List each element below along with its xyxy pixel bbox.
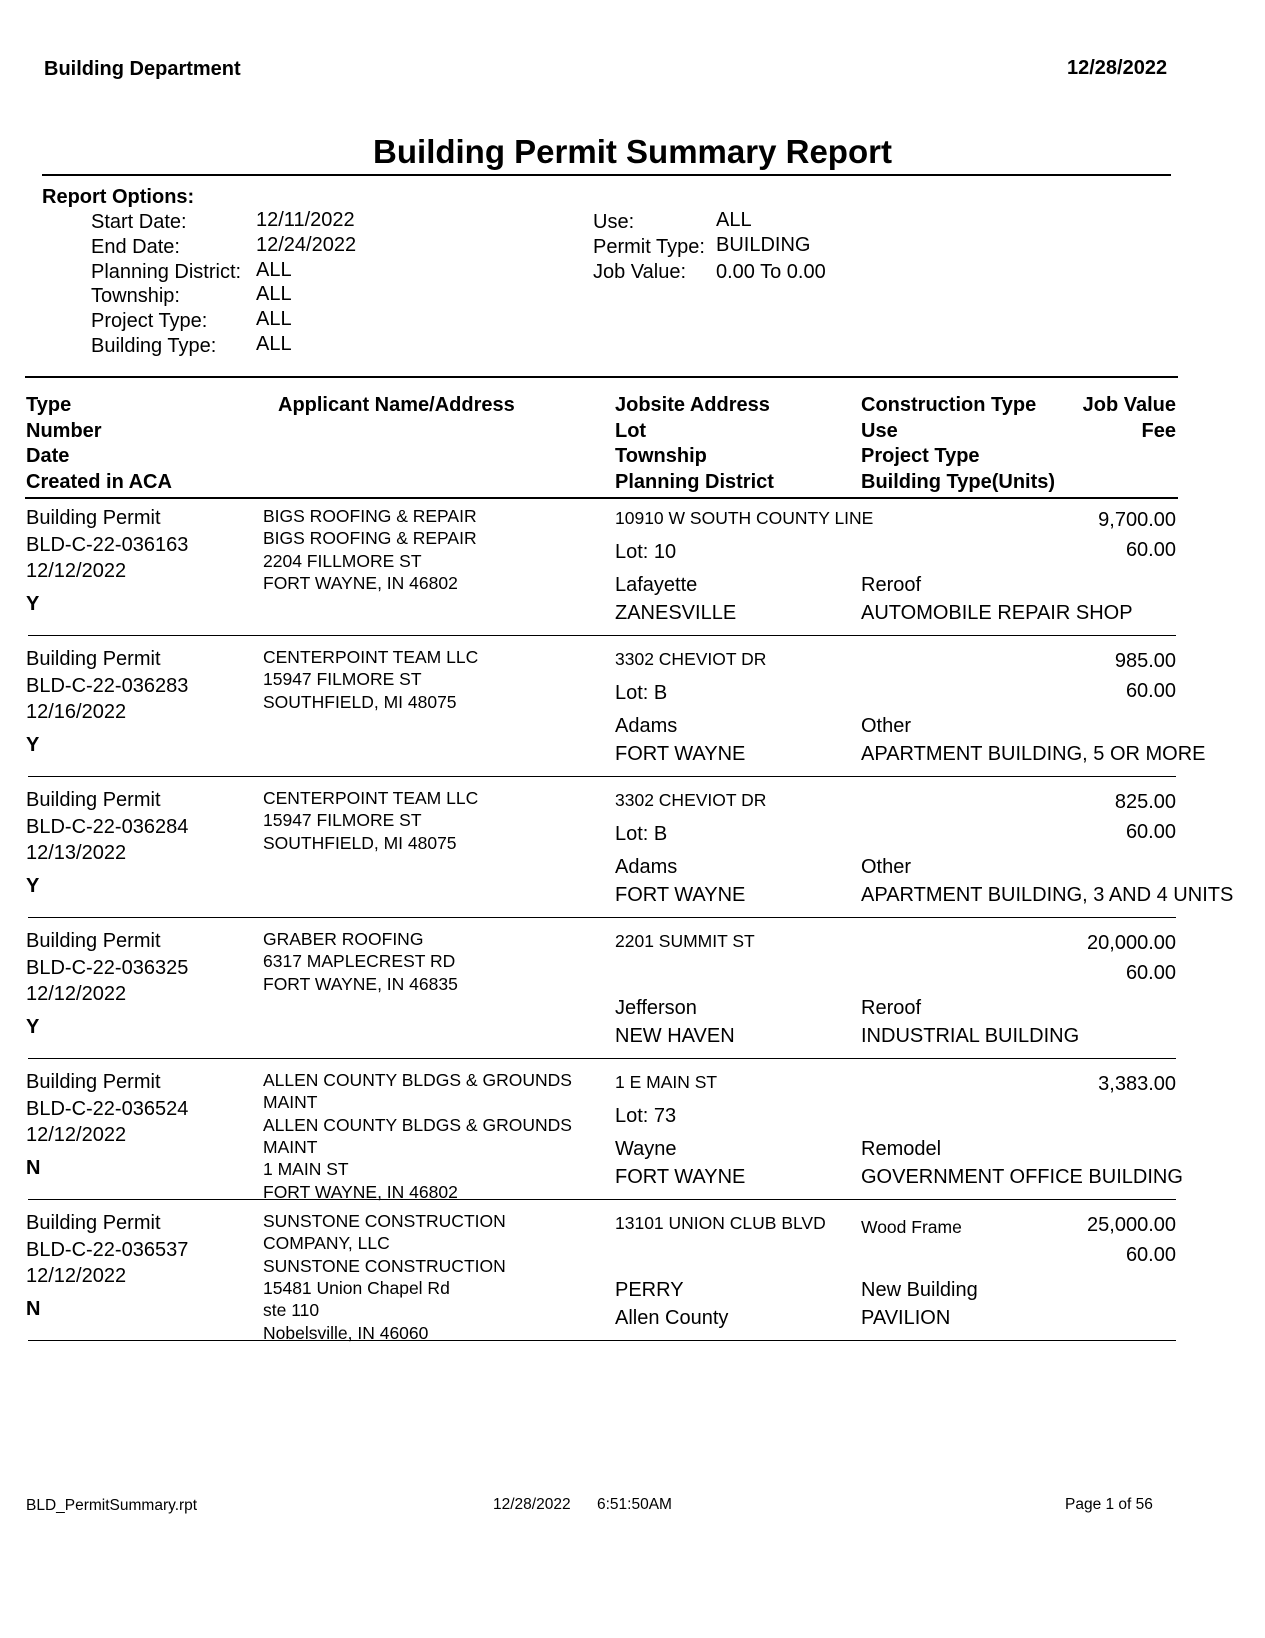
jobsite-address: 2201 SUMMIT ST bbox=[615, 931, 755, 951]
page-title: Building Permit Summary Report bbox=[373, 133, 892, 170]
footer-page-number: Page 1 of 56 bbox=[1065, 1496, 1153, 1513]
township-label: Township: bbox=[91, 285, 180, 307]
planning-district-value: ALL bbox=[256, 259, 292, 281]
permit-type: Building Permit bbox=[26, 930, 161, 952]
job-value: 985.00 bbox=[1114, 650, 1176, 672]
applicant-line: ste 110 bbox=[263, 1300, 320, 1321]
row-divider bbox=[28, 1058, 1176, 1059]
row-divider bbox=[28, 917, 1176, 918]
permit-type: Building Permit bbox=[26, 789, 161, 811]
jobsite-address: 3302 CHEVIOT DR bbox=[615, 790, 767, 810]
project-type: Other bbox=[861, 856, 912, 878]
township-value: ALL bbox=[256, 283, 292, 305]
project-type-value: ALL bbox=[256, 308, 292, 330]
lot: Lot: B bbox=[615, 823, 668, 845]
permit-type-label: Permit Type: bbox=[593, 236, 705, 258]
permit-date: 12/16/2022 bbox=[26, 701, 127, 723]
applicant-line: FORT WAYNE, IN 46802 bbox=[263, 572, 458, 593]
project-type: Other bbox=[861, 715, 912, 737]
start-date-value: 12/11/2022 bbox=[256, 209, 355, 231]
planning-district: FORT WAYNE bbox=[615, 1166, 746, 1188]
permit-type: Building Permit bbox=[26, 1071, 161, 1093]
jobsite-address: 3302 CHEVIOT DR bbox=[615, 649, 767, 669]
planning-district: FORT WAYNE bbox=[615, 884, 746, 906]
applicant-line: 6317 MAPLECREST RD bbox=[263, 951, 456, 972]
applicant-line: MAINT bbox=[263, 1092, 318, 1113]
applicant-line: CENTERPOINT TEAM LLC bbox=[263, 647, 479, 667]
created-in-aca: Y bbox=[26, 875, 40, 897]
use-label: Use: bbox=[593, 211, 635, 233]
planning-district-label: Planning District: bbox=[91, 261, 242, 283]
planning-district: Allen County bbox=[615, 1307, 729, 1329]
applicant-line: SUNSTONE CONSTRUCTION bbox=[263, 1255, 506, 1276]
lot: Lot: 10 bbox=[615, 541, 677, 563]
footer-time: 6:51:50AM bbox=[597, 1496, 672, 1513]
report-date: 12/28/2022 bbox=[1067, 57, 1168, 79]
job-value: 25,000.00 bbox=[1087, 1214, 1176, 1236]
building-type: GOVERNMENT OFFICE BUILDING bbox=[861, 1166, 1183, 1188]
building-type: APARTMENT BUILDING, 5 OR MORE bbox=[861, 743, 1206, 765]
applicant-line: 15481 Union Chapel Rd bbox=[263, 1277, 450, 1298]
permit-date: 12/12/2022 bbox=[26, 1124, 127, 1146]
jobsite-address: 13101 UNION CLUB BLVD bbox=[615, 1213, 826, 1233]
planning-district: ZANESVILLE bbox=[615, 602, 737, 624]
created-in-aca: N bbox=[26, 1298, 41, 1320]
applicant-line: FORT WAYNE, IN 46802 bbox=[263, 1181, 458, 1202]
permit-type: Building Permit bbox=[26, 648, 161, 670]
row-divider bbox=[28, 776, 1176, 777]
applicant-line: SOUTHFIELD, MI 48075 bbox=[263, 691, 457, 712]
permit-number: BLD-C-22-036524 bbox=[26, 1098, 189, 1120]
applicant-line: ALLEN COUNTY BLDGS & GROUNDS bbox=[263, 1070, 572, 1090]
footer-file-name: BLD_PermitSummary.rpt bbox=[26, 1497, 198, 1514]
column-header-applicant: Applicant Name/Address bbox=[278, 394, 515, 416]
project-type: New Building bbox=[861, 1279, 978, 1301]
row-divider bbox=[28, 1340, 1176, 1341]
title-divider bbox=[42, 174, 1171, 176]
job-value: 825.00 bbox=[1114, 791, 1176, 813]
applicant-line: COMPANY, LLC bbox=[263, 1233, 390, 1254]
footer-date: 12/28/2022 bbox=[493, 1496, 571, 1513]
applicant-line: MAINT bbox=[263, 1136, 318, 1157]
applicant-line: 1 MAIN ST bbox=[263, 1159, 349, 1180]
project-type: Reroof bbox=[861, 997, 922, 1019]
permit-number: BLD-C-22-036283 bbox=[26, 675, 189, 697]
header-divider bbox=[25, 497, 1178, 499]
permit-type: Building Permit bbox=[26, 1212, 161, 1234]
applicant-line: GRABER ROOFING bbox=[263, 929, 424, 949]
building-type: PAVILION bbox=[861, 1307, 951, 1329]
permit-date: 12/12/2022 bbox=[26, 1265, 127, 1287]
job-value: 3,383.00 bbox=[1098, 1073, 1176, 1095]
created-in-aca: Y bbox=[26, 734, 40, 756]
planning-district: FORT WAYNE bbox=[615, 743, 746, 765]
permit-number: BLD-C-22-036325 bbox=[26, 957, 189, 979]
project-type-label: Project Type: bbox=[91, 310, 208, 332]
building-type: AUTOMOBILE REPAIR SHOP bbox=[861, 602, 1133, 624]
job-value: 20,000.00 bbox=[1087, 932, 1176, 954]
start-date-label: Start Date: bbox=[91, 211, 187, 233]
township: Adams bbox=[615, 715, 678, 737]
job-value-range: 0.00 To 0.00 bbox=[716, 261, 826, 283]
department-name: Building Department bbox=[44, 58, 241, 80]
applicant-line: 15947 FILMORE ST bbox=[263, 810, 422, 831]
lot: Lot: 73 bbox=[615, 1105, 677, 1127]
applicant-line: BIGS ROOFING & REPAIR bbox=[263, 528, 477, 549]
lot: Lot: B bbox=[615, 682, 668, 704]
planning-district: NEW HAVEN bbox=[615, 1025, 735, 1047]
created-in-aca: N bbox=[26, 1157, 41, 1179]
report-options-heading: Report Options: bbox=[42, 186, 195, 208]
township: Adams bbox=[615, 856, 678, 878]
applicant-line: BIGS ROOFING & REPAIR bbox=[263, 506, 477, 526]
project-type: Remodel bbox=[861, 1138, 942, 1160]
applicant-line: Nobelsville, IN 46060 bbox=[263, 1322, 429, 1343]
column-header-value: Job Value Fee bbox=[1082, 394, 1176, 442]
applicant-line: CENTERPOINT TEAM LLC bbox=[263, 788, 479, 808]
permit-number: BLD-C-22-036537 bbox=[26, 1239, 189, 1261]
applicant-line: FORT WAYNE, IN 46835 bbox=[263, 973, 458, 994]
building-type: APARTMENT BUILDING, 3 AND 4 UNITS bbox=[861, 884, 1234, 906]
township: Wayne bbox=[615, 1138, 677, 1160]
fee: 60.00 bbox=[1125, 539, 1176, 561]
permit-date: 12/13/2022 bbox=[26, 842, 127, 864]
fee: 60.00 bbox=[1125, 1244, 1176, 1266]
jobsite-address: 1 E MAIN ST bbox=[615, 1072, 718, 1092]
jobsite-address: 10910 W SOUTH COUNTY LINE bbox=[615, 508, 874, 528]
options-divider bbox=[25, 376, 1178, 378]
township: PERRY bbox=[615, 1279, 684, 1301]
fee: 60.00 bbox=[1125, 821, 1176, 843]
building-type-value: ALL bbox=[256, 333, 292, 355]
building-type: INDUSTRIAL BUILDING bbox=[861, 1025, 1080, 1047]
project-type: Reroof bbox=[861, 574, 922, 596]
permit-type-value: BUILDING bbox=[716, 234, 811, 256]
created-in-aca: Y bbox=[26, 593, 40, 615]
permit-number: BLD-C-22-036163 bbox=[26, 534, 189, 556]
job-value: 9,700.00 bbox=[1098, 509, 1176, 531]
created-in-aca: Y bbox=[26, 1016, 40, 1038]
township: Lafayette bbox=[615, 574, 698, 596]
applicant-line: ALLEN COUNTY BLDGS & GROUNDS bbox=[263, 1114, 572, 1135]
fee: 60.00 bbox=[1125, 962, 1176, 984]
use-value: ALL bbox=[716, 209, 752, 231]
applicant-line: SOUTHFIELD, MI 48075 bbox=[263, 832, 457, 853]
row-divider bbox=[28, 635, 1176, 636]
applicant-line: 2204 FILLMORE ST bbox=[263, 550, 422, 571]
end-date-label: End Date: bbox=[91, 236, 180, 258]
applicant-line: SUNSTONE CONSTRUCTION bbox=[263, 1211, 506, 1231]
column-header-construction: Construction Type Use Project Type Building Type(Units) bbox=[861, 394, 1056, 493]
fee: 60.00 bbox=[1125, 680, 1176, 702]
applicant-line: 15947 FILMORE ST bbox=[263, 669, 422, 690]
permit-number: BLD-C-22-036284 bbox=[26, 816, 189, 838]
township: Jefferson bbox=[615, 997, 697, 1019]
permit-date: 12/12/2022 bbox=[26, 560, 127, 582]
end-date-value: 12/24/2022 bbox=[256, 234, 357, 256]
column-header-type: Type Number Date Created in ACA bbox=[26, 394, 172, 493]
permit-type: Building Permit bbox=[26, 507, 161, 529]
construction-type: Wood Frame bbox=[861, 1217, 962, 1237]
column-header-jobsite: Jobsite Address Lot Township Planning District bbox=[615, 394, 774, 493]
permit-date: 12/12/2022 bbox=[26, 983, 127, 1005]
building-type-label: Building Type: bbox=[91, 335, 217, 357]
row-divider bbox=[28, 1199, 1176, 1200]
job-value-label: Job Value: bbox=[593, 261, 687, 283]
